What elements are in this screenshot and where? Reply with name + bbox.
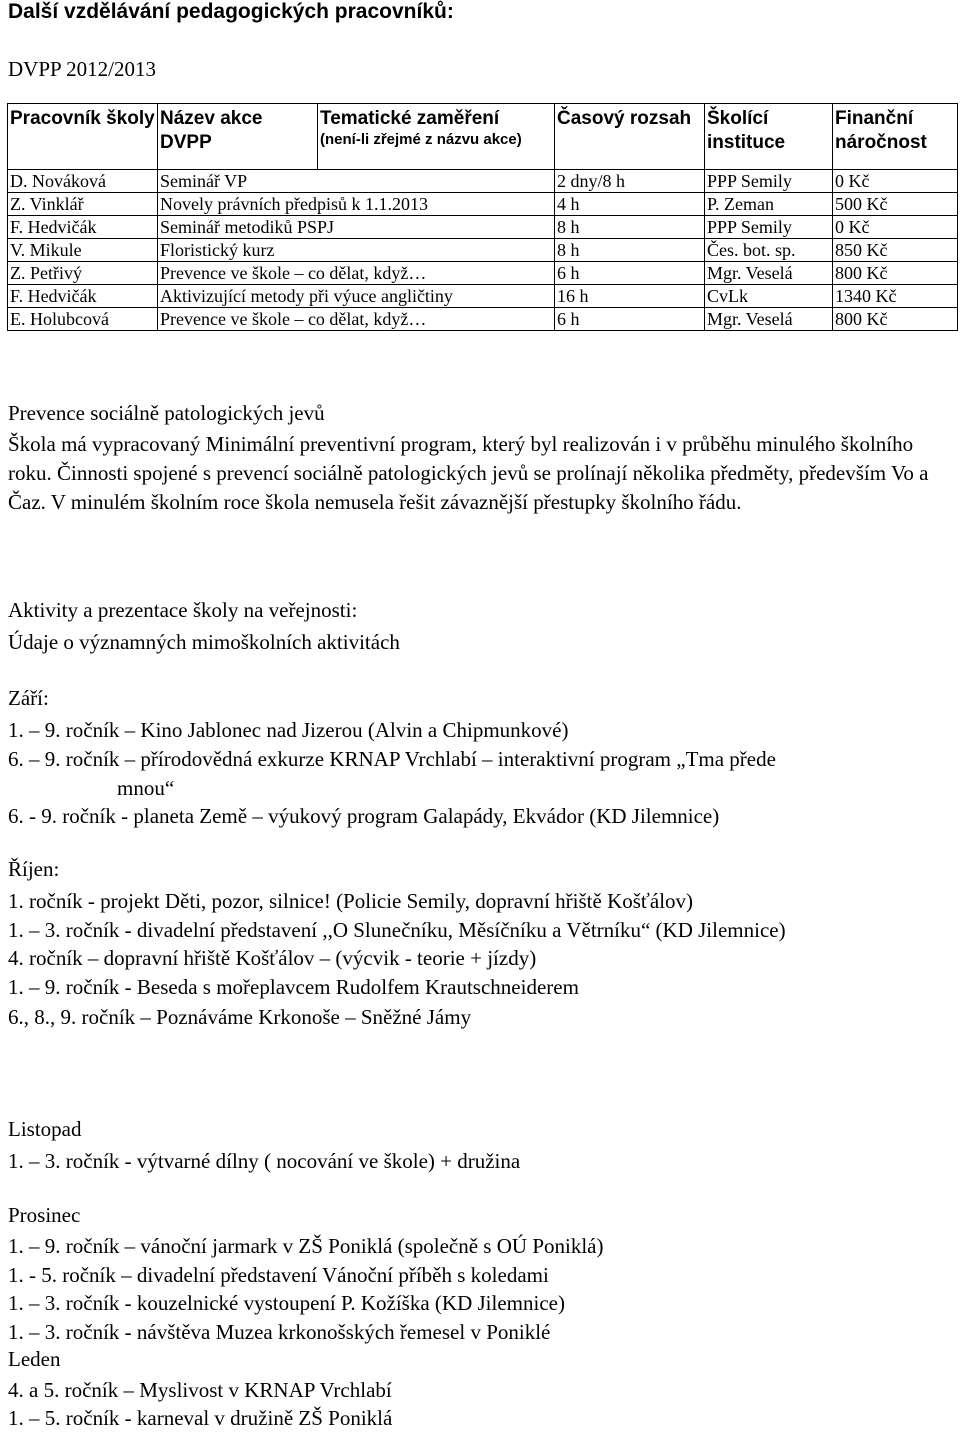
table-row [8,193,958,216]
cell-event: Prevence ve škole – co dělat, když… [158,262,555,285]
page-subtitle: DVPP 2012/2013 [8,57,156,81]
list-item: 1. - 5. ročník – divadelní představení Vánoční příběh s koledami [8,1263,549,1287]
cell-institution: CvLk [705,285,833,308]
cell-cost: 850 Kč [833,239,958,262]
cell-event: Aktivizující metody při výuce angličtiny [158,285,555,308]
cell-worker: V. Mikule [8,239,158,262]
cell-event: Novely právních předpisů k 1.1.2013 [158,193,555,216]
header-topic [318,104,555,170]
list-item: 6. – 9. ročník – přírodovědná exkurze KRNAP Vrchlabí – interaktivní program „Tma přede [8,747,776,771]
table-row [8,308,958,331]
cell-institution: P. Zeman [705,193,833,216]
month-heading-december: Prosinec [8,1203,81,1227]
cell-worker: E. Holubcová [8,308,158,331]
cell-event: Seminář VP [158,170,555,193]
page-title: Další vzdělávání pedagogických pracovníků: [8,0,454,23]
cell-event: Seminář metodiků PSPJ [158,216,555,239]
prevention-text: Škola má vypracovaný Minimální preventivní program, který byl realizován i v průběhu minulého školního roku. Činnosti spojené s prevencí sociálně patologických jevů se prolínají několika předměty, především Vo a Čaz. V minulém školním roce škola nemusela řešit závaznější přestupky školního řádu. [8,432,929,514]
month-heading-january: Leden [8,1347,61,1371]
activities-subtitle: Údaje o významných mimoškolních aktivitách [8,630,400,654]
cell-duration: 8 h [555,239,705,262]
prevention-title: Prevence sociálně patologických jevů [8,401,325,425]
header-event: Název akce DVPP [158,104,318,170]
list-item: 1. – 9. ročník – Kino Jablonec nad Jizerou (Alvin a Chipmunkové) [8,718,569,742]
cell-worker: F. Hedvičák [8,285,158,308]
cell-institution: Mgr. Veselá [705,308,833,331]
header-worker: Pracovník školy [8,104,158,170]
cell-duration: 16 h [555,285,705,308]
header-topic-note: (není-li zřejmé z názvu akce) [320,131,522,148]
cell-institution: Mgr. Veselá [705,262,833,285]
cell-duration: 8 h [555,216,705,239]
cell-event: Prevence ve škole – co dělat, když… [158,308,555,331]
list-item: 1. – 9. ročník – vánoční jarmark v ZŠ Poniklá (společně s OÚ Poniklá) [8,1234,604,1258]
table-row [8,262,958,285]
month-heading-october: Říjen: [8,857,60,881]
month-heading-november: Listopad [8,1117,82,1141]
cell-worker: Z. Petřivý [8,262,158,285]
list-item: 1. – 3. ročník - výtvarné dílny ( nocování ve škole) + družina [8,1149,521,1173]
cell-event: Floristický kurz [158,239,555,262]
dvpp-table [7,103,958,331]
list-item: 1. – 3. ročník - divadelní představení ,,O Slunečníku, Měsíčníku a Větrníku“ (KD Jilemnice) [8,918,786,942]
header-institution: Školící instituce [705,104,833,170]
cell-duration: 6 h [555,308,705,331]
cell-institution: PPP Semily [705,170,833,193]
table-row [8,239,958,262]
list-item: 4. a 5. ročník – Myslivost v KRNAP Vrchlabí [8,1378,392,1402]
table-row [8,285,958,308]
month-heading-september: Září: [8,686,49,710]
table-header-row [8,104,958,170]
cell-cost: 800 Kč [833,262,958,285]
cell-duration: 2 dny/8 h [555,170,705,193]
cell-institution: PPP Semily [705,216,833,239]
table-row [8,170,958,193]
cell-worker: F. Hedvičák [8,216,158,239]
cell-cost: 1340 Kč [833,285,958,308]
list-item: 6., 8., 9. ročník – Poznáváme Krkonoše – Sněžné Jámy [8,1005,472,1029]
activities-title: Aktivity a prezentace školy na veřejnosti: [8,598,358,622]
cell-cost: 800 Kč [833,308,958,331]
list-item: 1. – 9. ročník - Beseda s mořeplavcem Rudolfem Krautschneiderem [8,975,579,999]
header-topic-label: Tematické zaměření [320,108,500,129]
table-row [8,216,958,239]
list-item: 1. – 5. ročník - karneval v družině ZŠ Poniklá [8,1406,393,1430]
cell-worker: Z. Vinklář [8,193,158,216]
header-cost: Finanční náročnost [833,104,958,170]
list-item: 1. ročník - projekt Děti, pozor, silnice! (Policie Semily, dopravní hřiště Košťálov) [8,889,694,913]
list-item: 6. - 9. ročník - planeta Země – výukový program Galapády, Ekvádor (KD Jilemnice) [8,804,720,828]
cell-cost: 0 Kč [833,216,958,239]
cell-cost: 0 Kč [833,170,958,193]
cell-duration: 4 h [555,193,705,216]
list-item: 1. – 3. ročník - návštěva Muzea krkonošských řemesel v Poniklé [8,1320,551,1344]
cell-worker: D. Nováková [8,170,158,193]
list-item: 4. ročník – dopravní hřiště Košťálov – (výcvik - teorie + jízdy) [8,946,537,970]
cell-institution: Čes. bot. sp. [705,239,833,262]
header-duration: Časový rozsah [555,104,705,170]
list-item: mnou“ [117,776,175,800]
list-item: 1. – 3. ročník - kouzelnické vystoupení P. Kožíška (KD Jilemnice) [8,1291,565,1315]
cell-cost: 500 Kč [833,193,958,216]
cell-duration: 6 h [555,262,705,285]
